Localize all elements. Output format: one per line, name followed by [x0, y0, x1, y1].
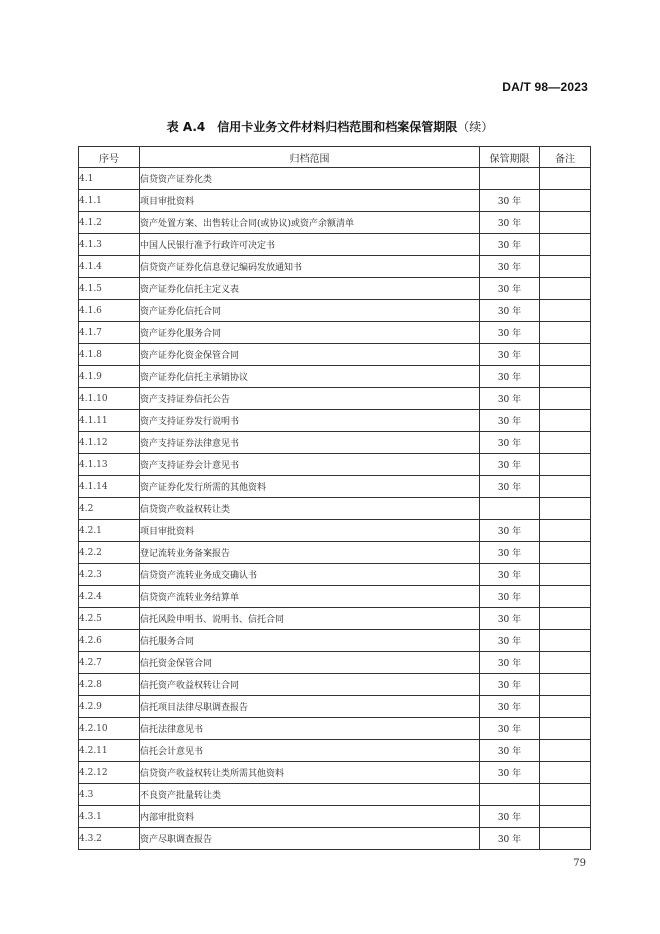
row-number: 4.2.1	[79, 520, 140, 542]
row-number: 4.2.8	[79, 674, 140, 696]
row-number: 4.3	[79, 784, 140, 806]
row-scope: 资产证券化信托合同	[140, 300, 480, 322]
row-note	[540, 674, 591, 696]
row-retention-period: 30 年	[480, 256, 540, 278]
row-number: 4.3.2	[79, 828, 140, 850]
row-note	[540, 762, 591, 784]
row-scope: 资产证券化信托主承销协议	[140, 366, 480, 388]
row-scope: 信贷资产收益权转让类	[140, 498, 480, 520]
row-retention-period: 30 年	[480, 278, 540, 300]
row-retention-period	[480, 784, 540, 806]
row-scope: 信贷资产流转业务成交确认书	[140, 564, 480, 586]
table-row	[79, 476, 591, 498]
table-row	[79, 718, 591, 740]
row-number: 4.1.4	[79, 256, 140, 278]
row-note	[540, 696, 591, 718]
table-row	[79, 190, 591, 212]
row-retention-period: 30 年	[480, 674, 540, 696]
row-note	[540, 520, 591, 542]
table-row	[79, 674, 591, 696]
row-scope: 信贷资产证券化信息登记编码发放通知书	[140, 256, 480, 278]
table-row	[79, 630, 591, 652]
row-retention-period: 30 年	[480, 234, 540, 256]
page-number: 79	[573, 858, 586, 869]
row-note	[540, 300, 591, 322]
row-retention-period: 30 年	[480, 432, 540, 454]
row-retention-period: 30 年	[480, 630, 540, 652]
row-number: 4.1.12	[79, 432, 140, 454]
row-scope: 内部审批资料	[140, 806, 480, 828]
row-number: 4.1.7	[79, 322, 140, 344]
row-scope: 信贷资产收益权转让类所需其他资料	[140, 762, 480, 784]
col-header-scope: 归档范围	[140, 147, 480, 168]
row-scope: 信托风险申明书、说明书、信托合同	[140, 608, 480, 630]
row-number: 4.2	[79, 498, 140, 520]
row-number: 4.2.9	[79, 696, 140, 718]
row-retention-period: 30 年	[480, 454, 540, 476]
row-note	[540, 586, 591, 608]
row-scope: 项目审批资料	[140, 520, 480, 542]
row-scope: 信贷资产证券化类	[140, 168, 480, 190]
table-row	[79, 344, 591, 366]
document-code: DA/T 98—2023	[502, 80, 588, 94]
row-retention-period: 30 年	[480, 586, 540, 608]
row-retention-period: 30 年	[480, 410, 540, 432]
row-retention-period: 30 年	[480, 718, 540, 740]
row-retention-period: 30 年	[480, 388, 540, 410]
row-scope: 资产证券化资金保管合同	[140, 344, 480, 366]
row-note	[540, 806, 591, 828]
row-retention-period: 30 年	[480, 652, 540, 674]
table-title-text: 信用卡业务文件材料归档范围和档案保管期限	[217, 120, 458, 134]
row-scope: 中国人民银行准予行政许可决定书	[140, 234, 480, 256]
table-row	[79, 828, 591, 850]
row-number: 4.2.12	[79, 762, 140, 784]
table-row	[79, 586, 591, 608]
row-retention-period: 30 年	[480, 190, 540, 212]
row-retention-period	[480, 498, 540, 520]
row-number: 4.1.6	[79, 300, 140, 322]
row-note	[540, 476, 591, 498]
row-number: 4.2.4	[79, 586, 140, 608]
table-row	[79, 564, 591, 586]
table-row	[79, 498, 591, 520]
row-scope: 信托会计意见书	[140, 740, 480, 762]
row-note	[540, 168, 591, 190]
row-number: 4.2.2	[79, 542, 140, 564]
row-note	[540, 564, 591, 586]
table-row	[79, 520, 591, 542]
row-scope: 资产证券化信托主定义表	[140, 278, 480, 300]
row-retention-period: 30 年	[480, 696, 540, 718]
row-number: 4.1.8	[79, 344, 140, 366]
row-number: 4.1.5	[79, 278, 140, 300]
row-retention-period: 30 年	[480, 806, 540, 828]
table-row	[79, 234, 591, 256]
row-retention-period: 30 年	[480, 300, 540, 322]
table-row	[79, 454, 591, 476]
row-retention-period: 30 年	[480, 564, 540, 586]
row-number: 4.2.6	[79, 630, 140, 652]
row-retention-period: 30 年	[480, 520, 540, 542]
row-scope: 资产证券化发行所需的其他资料	[140, 476, 480, 498]
row-note	[540, 410, 591, 432]
table-row	[79, 322, 591, 344]
row-note	[540, 454, 591, 476]
row-note	[540, 322, 591, 344]
row-retention-period: 30 年	[480, 366, 540, 388]
table-number: 表 A.4	[166, 120, 206, 134]
row-note	[540, 608, 591, 630]
row-note	[540, 212, 591, 234]
row-note	[540, 498, 591, 520]
table-row	[79, 432, 591, 454]
row-number: 4.1.9	[79, 366, 140, 388]
row-scope: 资产支持证券发行说明书	[140, 410, 480, 432]
row-note	[540, 828, 591, 850]
table-row	[79, 762, 591, 784]
row-retention-period: 30 年	[480, 608, 540, 630]
row-number: 4.1.1	[79, 190, 140, 212]
row-number: 4.3.1	[79, 806, 140, 828]
table-row	[79, 652, 591, 674]
table-row	[79, 410, 591, 432]
row-note	[540, 542, 591, 564]
table-row	[79, 542, 591, 564]
row-note	[540, 740, 591, 762]
row-note	[540, 190, 591, 212]
col-header-note: 备注	[540, 147, 591, 168]
row-number: 4.2.10	[79, 718, 140, 740]
table-row	[79, 696, 591, 718]
row-scope: 信托资产收益权转让合同	[140, 674, 480, 696]
retention-table	[78, 146, 591, 850]
row-number: 4.1.3	[79, 234, 140, 256]
row-note	[540, 630, 591, 652]
row-scope: 信托服务合同	[140, 630, 480, 652]
row-number: 4.2.5	[79, 608, 140, 630]
row-note	[540, 278, 591, 300]
row-scope: 信托法律意见书	[140, 718, 480, 740]
row-scope: 资产尽职调查报告	[140, 828, 480, 850]
row-note	[540, 256, 591, 278]
row-number: 4.2.3	[79, 564, 140, 586]
row-number: 4.1.10	[79, 388, 140, 410]
row-retention-period: 30 年	[480, 740, 540, 762]
table-header-row	[79, 147, 591, 168]
row-number: 4.1.2	[79, 212, 140, 234]
table-row	[79, 608, 591, 630]
row-scope: 资产支持证券法律意见书	[140, 432, 480, 454]
row-number: 4.2.7	[79, 652, 140, 674]
row-retention-period	[480, 168, 540, 190]
row-retention-period: 30 年	[480, 344, 540, 366]
row-note	[540, 366, 591, 388]
table-row	[79, 300, 591, 322]
table-row	[79, 806, 591, 828]
table-row	[79, 278, 591, 300]
row-number: 4.1	[79, 168, 140, 190]
col-header-period: 保管期限	[480, 147, 540, 168]
row-note	[540, 718, 591, 740]
table-row	[79, 212, 591, 234]
table-row	[79, 366, 591, 388]
row-scope: 登记流转业务备案报告	[140, 542, 480, 564]
col-header-number: 序号	[79, 147, 140, 168]
row-note	[540, 784, 591, 806]
row-retention-period: 30 年	[480, 212, 540, 234]
table-row	[79, 740, 591, 762]
row-scope: 信托资金保管合同	[140, 652, 480, 674]
table-title	[0, 118, 660, 135]
row-note	[540, 432, 591, 454]
row-note	[540, 234, 591, 256]
table-row	[79, 784, 591, 806]
row-scope: 资产证券化服务合同	[140, 322, 480, 344]
row-retention-period: 30 年	[480, 762, 540, 784]
row-scope: 资产处置方案、出售转让合同(或协议)或资产余额清单	[140, 212, 480, 234]
row-note	[540, 388, 591, 410]
table-row	[79, 168, 591, 190]
row-number: 4.1.11	[79, 410, 140, 432]
row-retention-period: 30 年	[480, 322, 540, 344]
table-continued-label: （续）	[457, 120, 494, 134]
row-number: 4.1.13	[79, 454, 140, 476]
row-retention-period: 30 年	[480, 828, 540, 850]
row-retention-period: 30 年	[480, 542, 540, 564]
row-retention-period: 30 年	[480, 476, 540, 498]
row-number: 4.1.14	[79, 476, 140, 498]
row-scope: 信贷资产流转业务结算单	[140, 586, 480, 608]
row-scope: 资产支持证券会计意见书	[140, 454, 480, 476]
row-scope: 信托项目法律尽职调查报告	[140, 696, 480, 718]
row-number: 4.2.11	[79, 740, 140, 762]
row-note	[540, 344, 591, 366]
row-scope: 资产支持证券信托公告	[140, 388, 480, 410]
table-row	[79, 388, 591, 410]
table-row	[79, 256, 591, 278]
row-scope: 不良资产批量转让类	[140, 784, 480, 806]
row-note	[540, 652, 591, 674]
row-scope: 项目审批资料	[140, 190, 480, 212]
